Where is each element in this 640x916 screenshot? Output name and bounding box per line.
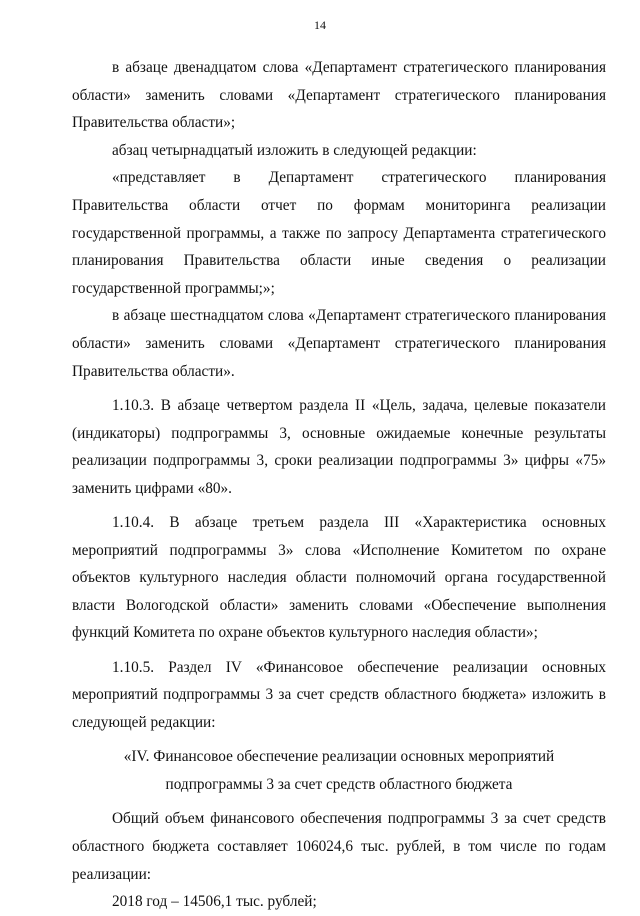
paragraph-total-funding: Общий объем финансового обеспечения подпрограммы 3 за счет средств областного бюджета составляет 106024,6 тыс. рублей, в том числе по годам реализации: (72, 810, 606, 883)
section-heading-line-1: «IV. Финансовое обеспечение реализации основных мероприятий (123, 748, 555, 766)
paragraph-1-10-5: 1.10.5. Раздел IV «Финансовое обеспечение реализации основных мероприятий подпрограммы 3 за счет средств областного бюджета» изложить в следующей редакции: (72, 658, 606, 732)
paragraph-1-10-4: 1.10.4. В абзаце третьем раздела III «Характеристика основных мероприятий подпрограммы 3» слова «Исполнение Комитетом по охране объектов культурного наследия области полномочий органа государственной власти Вологодской области» заменить словами «Обеспечение выполнения функций Комитета по охране объектов культурного наследия области»; (72, 514, 606, 642)
paragraph-1-10-3: 1.10.3. В абзаце четвертом раздела II «Цель, задача, целевые показатели (индикаторы) подпрограммы 3, основные ожидаемые конечные результаты реализации подпрограммы 3, сроки реализации подпрограммы 3» цифры «75» заменить цифрами «80». (72, 396, 606, 497)
document-body (72, 54, 606, 916)
paragraph-1: в абзаце двенадцатом слова «Департамент стратегического планирования области» заменить словами «Департамент стратегического планирования Правительства области»; (72, 59, 606, 132)
section-heading (72, 743, 606, 798)
paragraph-year-2018: 2018 год – 14506,1 тыс. рублей; (112, 893, 317, 911)
paragraph-4: в абзаце шестнадцатом слова «Департамент стратегического планирования области» заменить словами «Департамент стратегического планирования Правительства области». (72, 307, 606, 380)
paragraph-2: абзац четырнадцатый изложить в следующей редакции: (112, 141, 477, 159)
page-number: 14 (314, 18, 326, 32)
paragraph-3: «представляет в Департамент стратегического планирования Правительства области отчет по формам мониторинга реализации государственной программы, а также по запросу Департамента стратегического планирования Правительства области иные сведения о реализации государственной программы;»; (72, 169, 606, 297)
section-heading-line-2: подпрограммы 3 за счет средств областного бюджета (165, 776, 513, 794)
